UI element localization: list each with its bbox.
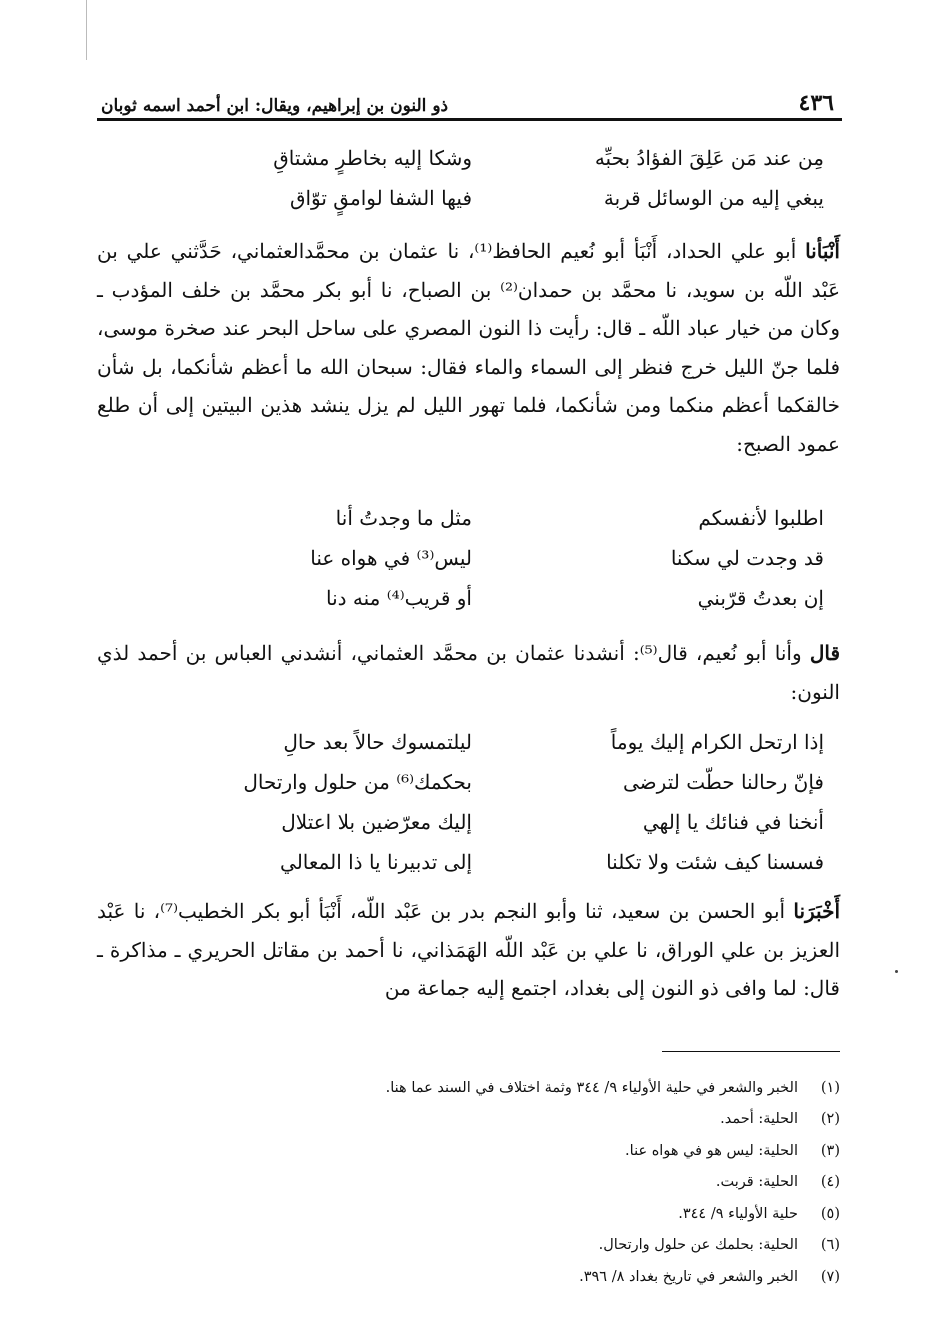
verse — [97, 802, 840, 842]
poem-3 — [97, 722, 840, 882]
footnote — [200, 1261, 840, 1293]
footnotes — [200, 1072, 840, 1293]
verse-second-hemistich: فيها الشفا لوامقٍ توّاق — [289, 186, 472, 210]
footnote — [200, 1167, 840, 1199]
footnote-number: (٤) — [820, 1174, 840, 1191]
verse-first-hemistich: فإنّ رحالنا حطّت لترضى — [623, 770, 824, 794]
footnote — [200, 1230, 840, 1262]
verse-second-hemistich: وشكا إليه بخاطرٍ مشتاقِ — [273, 146, 472, 170]
footnote-text: الحلية: بحلمك عن حلول وارتحال. — [598, 1237, 798, 1254]
verse-first-hemistich: إن بعدتُ قرّبني — [697, 586, 824, 610]
paragraph-2 — [97, 634, 840, 711]
verse — [97, 138, 840, 178]
footnote-number: (٧) — [820, 1268, 840, 1285]
verse-first-hemistich: مِن عند مَن عَلِقَ الفؤادُ بحبِّه — [594, 146, 824, 170]
verse-first-hemistich: فسسنا كيف شئت ولا تكلنا — [606, 850, 824, 874]
footnote-separator — [662, 1051, 840, 1052]
verse-second-hemistich: أو قريب⁽⁴⁾ منه دنا — [326, 586, 472, 610]
footnote-text: الحلية: قربت. — [715, 1174, 798, 1191]
page-number: ٤٣٦ — [798, 90, 834, 116]
scan-speck — [895, 970, 898, 973]
verse-first-hemistich: اطلبوا لأنفسكم — [698, 506, 824, 530]
verse — [97, 762, 840, 802]
footnote-text: الخبر والشعر في تاريخ بغداد ٨/ ٣٩٦. — [579, 1268, 798, 1285]
paragraph-3 — [97, 892, 840, 1008]
verse — [97, 578, 840, 618]
footnote-text: حلية الأولياء ٩/ ٣٤٤. — [678, 1205, 798, 1222]
verse-second-hemistich: بحكمك⁽⁶⁾ من حلول وارتحال — [243, 770, 472, 794]
verse-second-hemistich: إليك معرّضين بلا اعتلال — [281, 810, 472, 834]
paragraph-text: وأنا أبو نُعيم، قال⁽⁵⁾: أنشدنا عثمان بن محمَّد العثماني، أنشدني العباس بن أحمد لذي النون: — [97, 641, 840, 704]
verse — [97, 842, 840, 882]
footnote-text: الحلية: ليس هو في هواه عنا. — [625, 1142, 798, 1159]
footnote — [200, 1198, 840, 1230]
isnad-lead: أَنْبَأنا — [805, 239, 840, 263]
footnote-number: (١) — [820, 1079, 840, 1096]
page-header — [97, 80, 842, 116]
paragraph-text: أبو الحسن بن سعيد، ثنا وأبو النجم بدر بن عَبْد اللّه، أَنْبَأ أبو بكر الخطيب⁽⁷⁾، نا عَبْد العزيز بن علي الوراق، نا علي بن عَبْد اللّه الهَمَذاني، نا أحمد بن مقاتل الحريري ـ مذاكرة ـ قال: لما وافى ذو النون إلى بغداد، اجتمع إليه جماعة من — [97, 899, 840, 1000]
verse-first-hemistich: إذا ارتحل الكرام إليك يوماً — [610, 730, 824, 754]
paragraph-text: أبو علي الحداد، أَنْبَأ أبو نُعيم الحافظ⁽¹⁾، نا عثمان بن محمَّدالعثماني، حَدَّثني علي بن عَبْد اللّه بن سويد، نا محمَّد بن حمدان⁽²⁾ بن الصباح، نا أبو بكر محمَّد بن خلف المؤدب ـ وكان من خيار عباد اللّه ـ قال: رأيت ذا النون المصري على ساحل البحر عند صخرة موسى، فلما جنّ الليل خرج فنظر إلى السماء والماء فقال: سبحان الله ما أعظم شأنكما، بل شأن خالقكما أعظم منكما ومن شأنكما، فلما تهور الليل لم يزل ينشد هذين البيتين إلى أن طلع عمود الصبح: — [97, 239, 841, 456]
footnote — [200, 1072, 840, 1104]
poem-2 — [97, 498, 840, 618]
isnad-lead: أَخْبَرَنا — [793, 899, 840, 923]
footnote — [200, 1135, 840, 1167]
footnote-text: الحلية: أحمد. — [720, 1111, 798, 1128]
verse-second-hemistich: إلى تدبيرنا يا ذا المعالي — [280, 850, 472, 874]
footnote-number: (٣) — [820, 1142, 840, 1159]
running-title: ذو النون بن إبراهيم، ويقال: ابن أحمد اسمه ثوبان — [101, 96, 449, 116]
verse — [97, 722, 840, 762]
verse-first-hemistich: أنخنا في فنائك يا إلهي — [642, 810, 824, 834]
footnote-number: (٦) — [820, 1237, 840, 1254]
footnote-text: الخبر والشعر في حلية الأولياء ٩/ ٣٤٤ وثمة اختلاف في السند عما هنا. — [385, 1079, 798, 1096]
paragraph-1 — [97, 232, 840, 463]
verse — [97, 178, 840, 218]
verse — [97, 498, 840, 538]
footnote — [200, 1104, 840, 1136]
footnote-number: (٢) — [820, 1111, 840, 1128]
footnote-number: (٥) — [820, 1205, 840, 1222]
isnad-lead: قال — [809, 641, 841, 665]
scan-edge-line — [86, 0, 87, 60]
verse-first-hemistich: يبغي إليه من الوسائل قربة — [603, 186, 824, 210]
poem-1 — [97, 138, 840, 218]
verse-first-hemistich: قد وجدت لي سكنا — [670, 546, 824, 570]
verse-second-hemistich: ليس⁽³⁾ في هواه عنا — [310, 546, 472, 570]
header-rule — [97, 118, 842, 121]
verse — [97, 538, 840, 578]
verse-second-hemistich: ليلتمسوك حالاً بعد حالِ — [283, 730, 472, 754]
verse-second-hemistich: مثل ما وجدتُ أنا — [335, 506, 472, 530]
